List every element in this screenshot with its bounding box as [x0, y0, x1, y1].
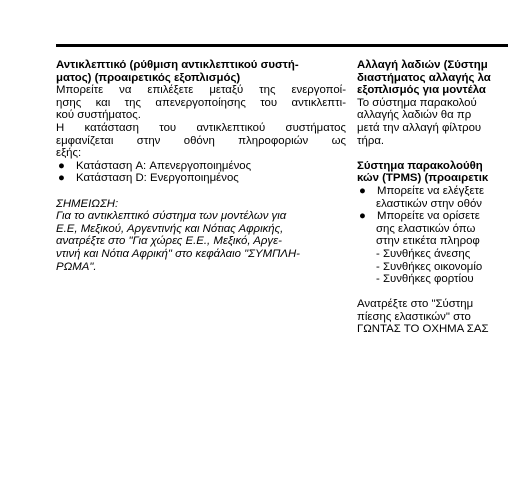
sub-item: - Συνθήκες άνεσης [376, 247, 471, 260]
note-line: ανατρέξτε στο "Για χώρες Ε.Ε., Μεξικό, Αργε- [56, 235, 282, 248]
paragraph-line: ησης και της απενεργοποίησης του αντικλεπτι- [56, 96, 346, 109]
paragraph-line: Ανατρέξτε στο "Σύστημ [357, 298, 474, 311]
section-title-line: διαστήματος αλλαγής λα [357, 71, 491, 84]
section-title-line: Αντικλεπτικό (ρύθμιση αντικλεπτικού συστή- [56, 59, 299, 71]
note-title: ΣΗΜΕΙΩΣΗ: [56, 197, 119, 210]
paragraph-line: ΓΩΝΤΑΣ ΤΟ ΟΧΗΜΑ ΣΑΣ [357, 323, 489, 336]
bullet-icon: ● [359, 184, 366, 197]
paragraph-line: εξής: [56, 147, 82, 160]
note-line: ντινή και Νότια Αφρική" στο κεφάλαιο "ΣΥΜΠΛΗ- [56, 247, 300, 260]
paragraph-line: εμφανίζεται στην οθόνη πληροφοριών ως [56, 134, 346, 147]
list-item-text: Κατάσταση A: Απενεργοποιημένος [76, 159, 252, 172]
header-rule [56, 44, 508, 47]
paragraph-line: Η κατάσταση του αντικλεπτικού συστήματος [56, 121, 346, 134]
section-title-line: Αλλαγή λαδιών (Σύστημ [357, 59, 488, 71]
paragraph-line: Το σύστημα παρακολού [357, 96, 477, 109]
section-title-line: ματος) (προαιρετικός εξοπλισμός) [56, 71, 241, 84]
paragraph-line: τήρα. [357, 134, 385, 147]
note-line: Για το αντικλεπτικό σύστημα των μοντέλων για [56, 210, 287, 223]
list-item [56, 160, 346, 173]
paragraph-line: μετά την αλλαγή φίλτρου [357, 121, 482, 134]
right-column [357, 59, 508, 336]
paragraph-line: αλλαγής λαδιών θα πρ [357, 109, 472, 122]
section-title-line: εξοπλισμός για μοντέλα [357, 84, 486, 97]
section-title-line: κών (TPMS) (προαιρετικ [357, 172, 489, 185]
section-title-line: Σύστημα παρακολούθη [357, 159, 483, 172]
list-item-text: Μπορείτε να ελέγξετε [377, 184, 485, 197]
list-item-continuation: ελαστικών στην οθόν [376, 197, 482, 210]
paragraph-line: κού συστήματος. [56, 109, 141, 122]
list-item-text: Κατάσταση D: Ενεργοποιημένος [76, 172, 239, 185]
list-item-continuation: σης ελαστικών όπω [376, 222, 476, 235]
bullet-icon: ● [58, 159, 65, 172]
sub-item: - Συνθήκες φορτίου [376, 273, 474, 286]
bullet-icon: ● [58, 172, 65, 185]
list-item [357, 210, 508, 223]
note-line: Ε.Ε, Μεξικού, Αργεντινής και Νότιας Αφρικής, [56, 222, 284, 235]
list-item-text: Μπορείτε να ορίσετε [377, 210, 480, 223]
note-line: ΡΩΜΑ". [56, 260, 97, 273]
bullet-icon: ● [359, 210, 366, 223]
left-column [56, 59, 346, 273]
sub-item: - Συνθήκες οικονομίο [376, 260, 483, 273]
paragraph-line: πίεσης ελαστικών" στο [357, 310, 471, 323]
list-item-continuation: στην ετικέτα πληροφ [376, 235, 480, 248]
list-item [56, 172, 346, 185]
list-item [357, 185, 508, 198]
paragraph-line: Μπορείτε να επιλέξετε μεταξύ της ενεργοποί- [56, 84, 346, 97]
